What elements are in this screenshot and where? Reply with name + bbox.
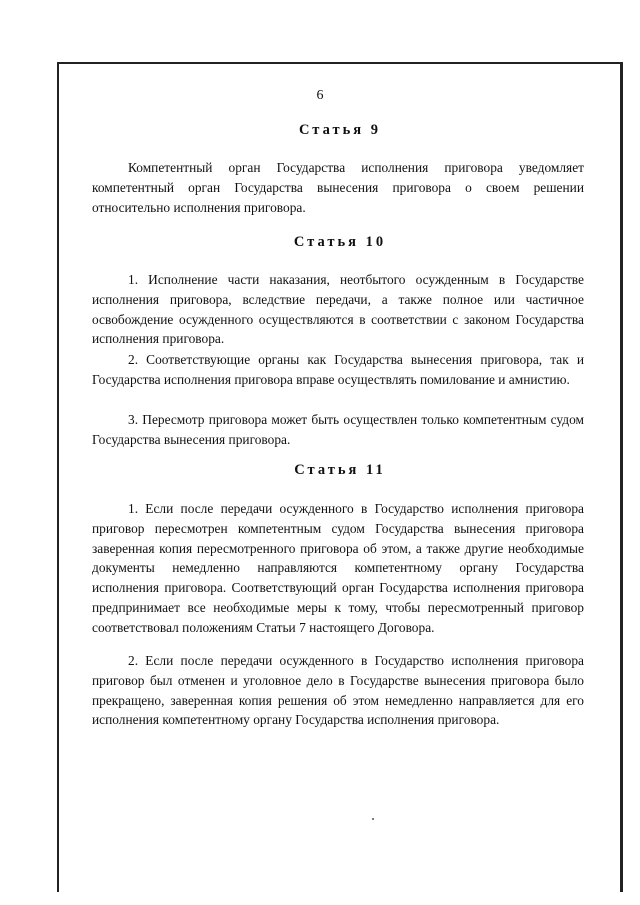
article-10-paragraph-1: 1. Исполнение части наказания, неотбытого осужденным в Государстве исполнения приговора, вследствие передачи, а также полное или частичное освобождение осужденного осуществляются в соответствии с законом Государства исполнения приговора. [92,272,584,347]
article-10-paragraph-3: 3. Пересмотр приговора может быть осуществлен только компетентным судом Государства вынесения приговора. [92,412,584,447]
article-9-heading: Статья 9 [299,122,381,138]
scan-speck [372,818,374,820]
article-11-paragraph-2: 2. Если после передачи осужденного в Государство исполнения приговора приговор был отменен и уголовное дело в Государстве вынесения приговора было прекращено, заверенная копия решения об этом немедленно направляется для его исполнения компетентному органу Государства исполнения приговора. [92,653,584,728]
page-number: 6 [316,88,324,103]
article-10-paragraph-2: 2. Соответствующие органы как Государства вынесения приговора, так и Государства исполнения приговора вправе осуществлять помилование и амнистию. [92,352,584,387]
article-9-paragraph-1: Компетентный орган Государства исполнения приговора уведомляет компетентный орган Государства вынесения приговора о своем решении относительно исполнения приговора. [92,160,584,215]
article-10-heading: Статья 10 [293,234,387,250]
article-11-paragraph-1: 1. Если после передачи осужденного в Государство исполнения приговора приговор пересмотрен компетентным судом Государства вынесения приговора заверенная копия пересмотренного приговора об этом, а также другие необходимые документы немедленно направляются компетентному органу Государства исполнения приговора. Соответствующий орган Государства исполнения приговора предпринимает все необходимые меры к тому, чтобы пересмотренный приговор соответствовал положениям Статьи 7 настоящего Договора. [92,501,584,635]
article-11-heading: Статья 11 [294,462,386,478]
